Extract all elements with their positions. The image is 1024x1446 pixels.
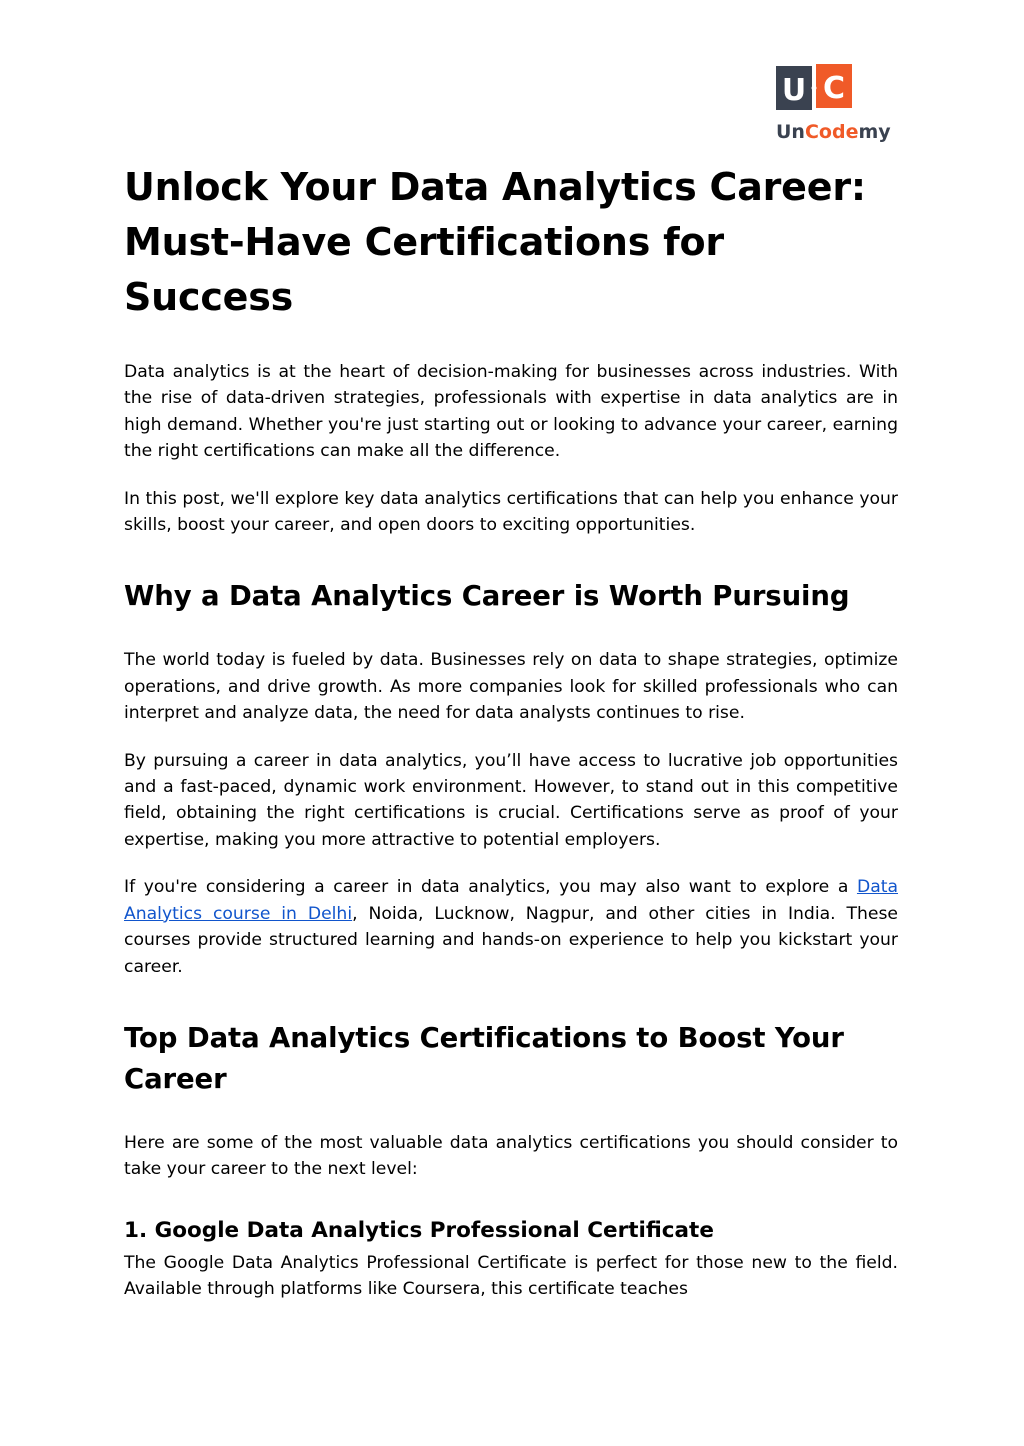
why-paragraph-2: By pursuing a career in data analytics, you’ll have access to lucrative job opportunities and a fast-paced, dynamic work environment. However, to stand out in this competitive field, obtaining the right certifications is crucial. Certifications serve as proof of your expertise, making you more attractive to potential employers. — [124, 750, 898, 850]
page-title: Unlock Your Data Analytics Career: Must-Have Certifications for Success — [124, 165, 866, 319]
why-heading: Why a Data Analytics Career is Worth Pursuing — [124, 580, 850, 613]
data-analytics-course-delhi-link[interactable]: Data Analytics course in Delhi — [124, 877, 898, 924]
logo-mark-letter-u: U — [781, 73, 807, 108]
logo-wordmark — [776, 120, 891, 144]
uncodemy-logo — [776, 64, 891, 148]
uc-logo-mark-icon — [776, 64, 856, 112]
top-certifications-heading: Top Data Analytics Certifications to Boost Your Career — [124, 1021, 844, 1095]
article-body — [124, 160, 898, 1303]
intro-paragraph-2: In this post, we'll explore key data analytics certifications that can help you enhance your skills, boost your career, and open doors to exciting opportunities. — [124, 488, 898, 536]
cert-1-paragraph: The Google Data Analytics Professional Certificate is perfect for those new to the field. Available through platforms like Coursera, this certificate teaches — [124, 1252, 898, 1300]
logo-word-part2: Code — [804, 121, 859, 143]
logo-word-part1: Un — [776, 121, 805, 143]
top-paragraph-1: Here are some of the most valuable data analytics certifications you should consider to take your career to the next level: — [124, 1132, 898, 1180]
intro-paragraph-1: Data analytics is at the heart of decision-making for businesses across industries. With the rise of data-driven strategies, professionals with expertise in data analytics are in high demand. Whether you're just starting out or looking to advance your career, earning the right certifications can make all the difference. — [124, 362, 898, 462]
why-paragraph-3-end: , Noida, Lucknow, Nagpur, and other cities in India. These courses provide structured learning and hands-on experience to help you kickstart your career. — [124, 903, 898, 977]
logo-word-part3: my — [858, 121, 891, 143]
why-paragraph-3 — [124, 874, 898, 980]
cert-1-heading: 1. Google Data Analytics Professional Certificate — [124, 1217, 714, 1243]
logo-mark-letter-c: C — [822, 71, 846, 106]
why-paragraph-3-start: If you're considering a career in data analytics, you may also want to explore a — [124, 877, 857, 898]
why-paragraph-1: The world today is fueled by data. Businesses rely on data to shape strategies, optimize operations, and drive growth. As more companies look for skilled professionals who can interpret and analyze data, the need for data analysts continues to rise. — [124, 650, 898, 724]
